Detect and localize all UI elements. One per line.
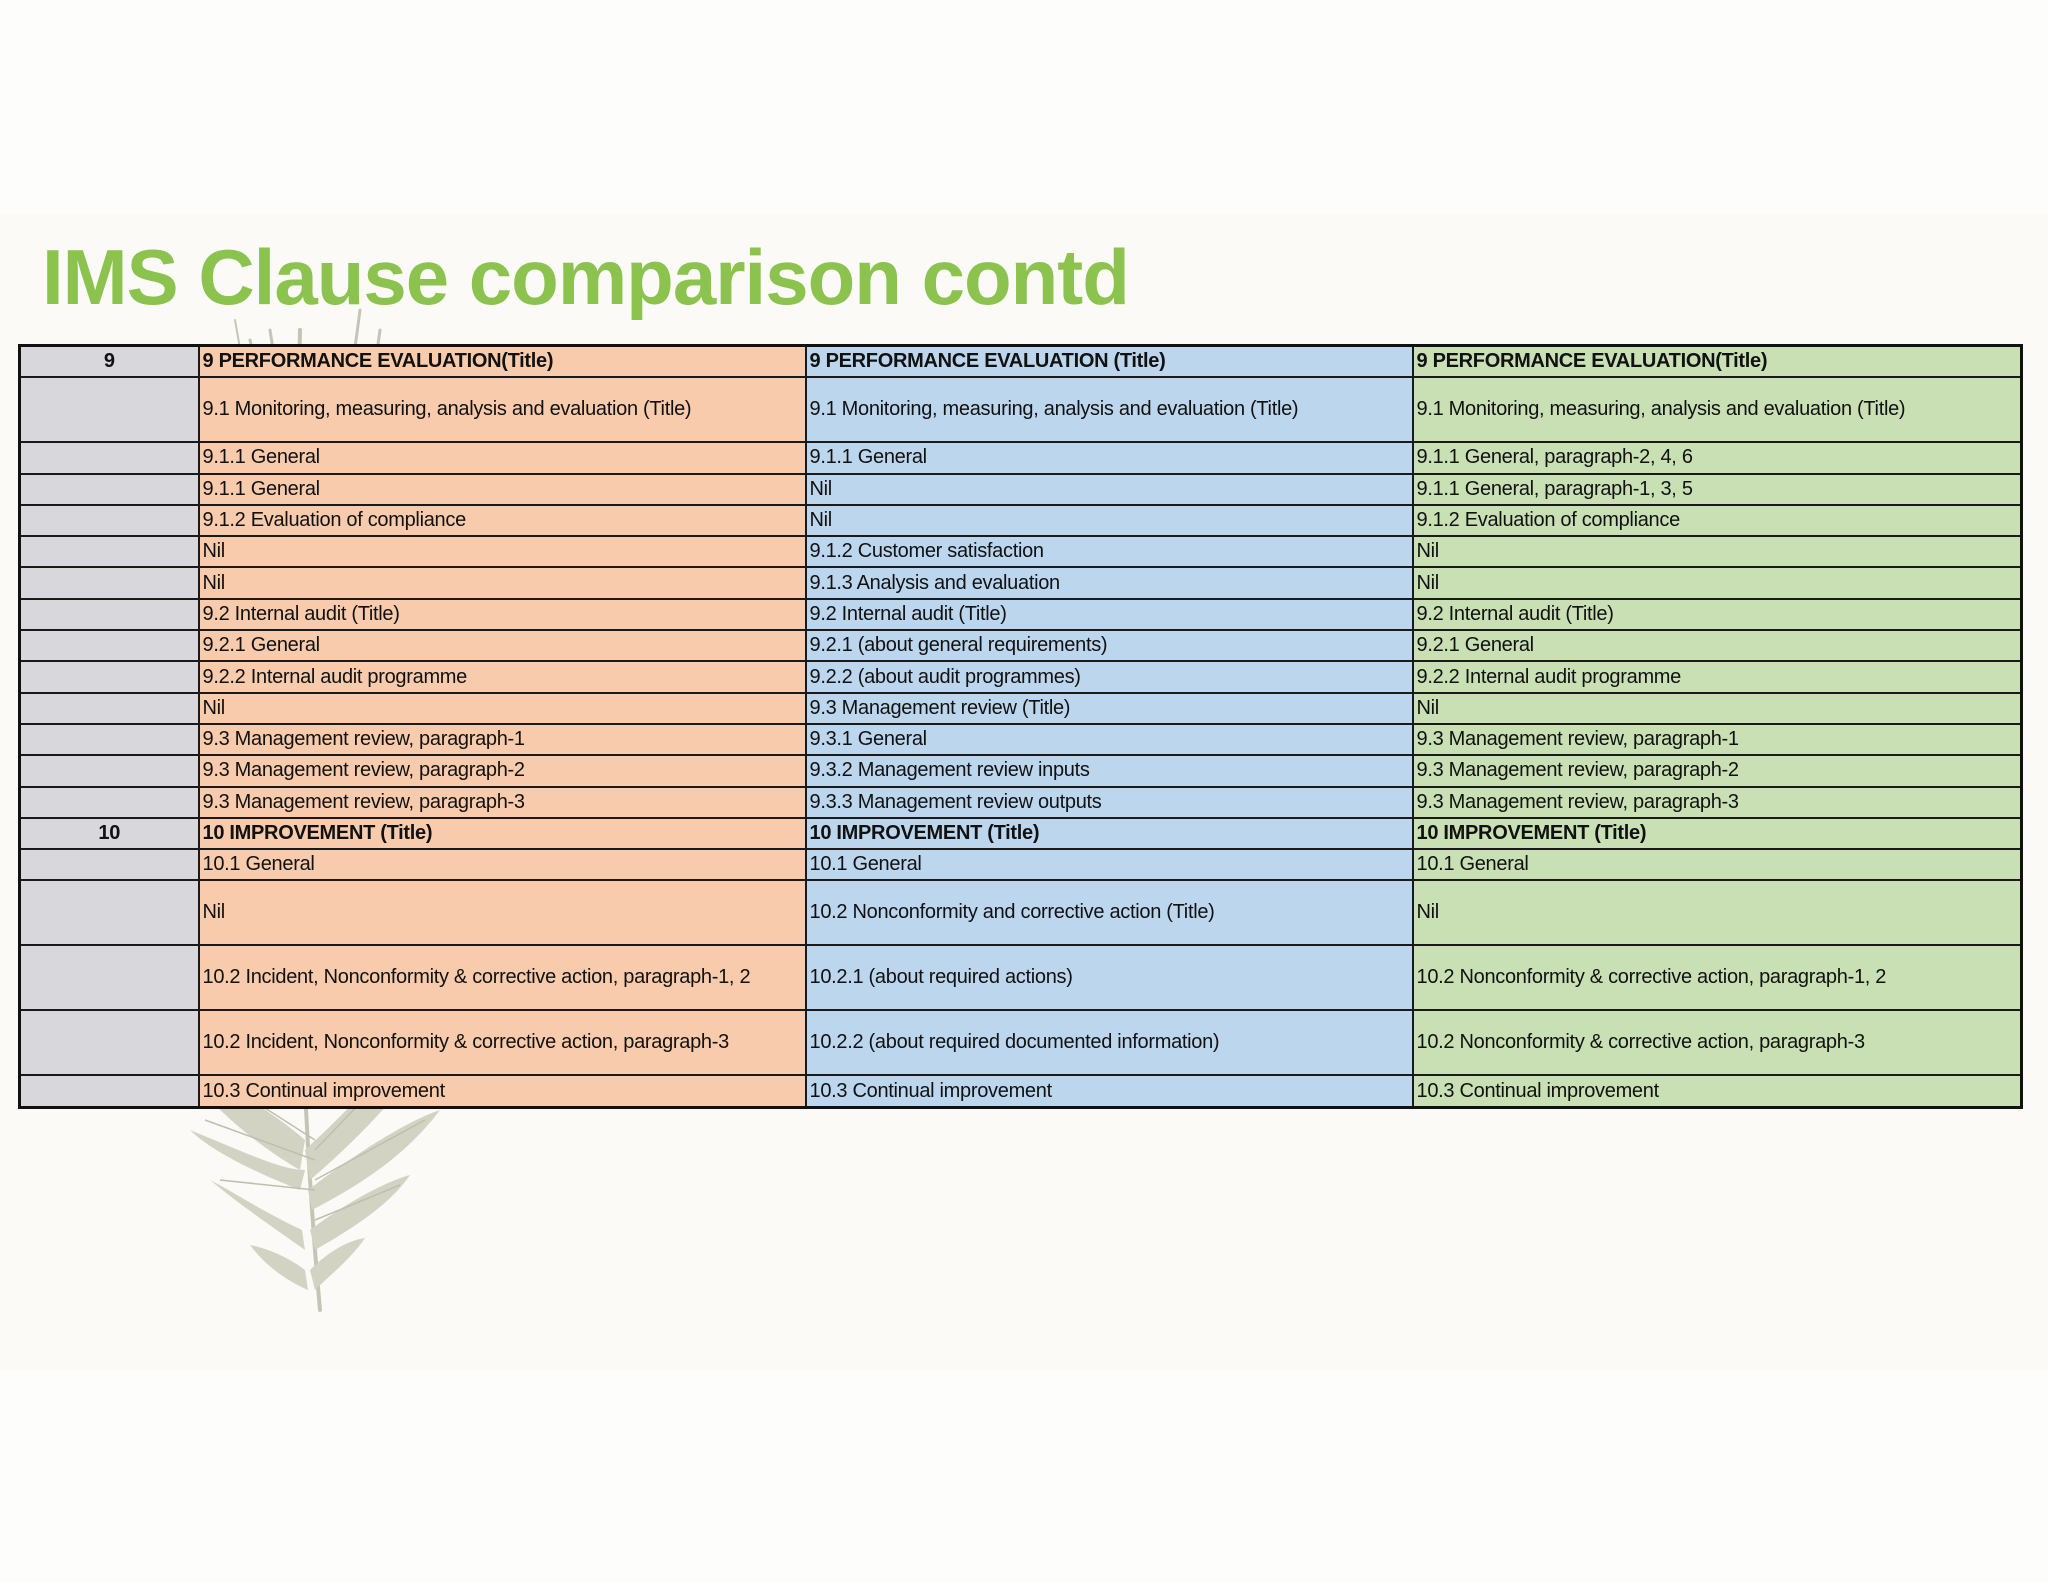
standard-2-cell: 10.2 Nonconformity and corrective action (Title): [806, 880, 1413, 945]
standard-3-cell: 10 IMPROVEMENT (Title): [1413, 818, 2022, 849]
table-row: [20, 724, 2022, 755]
clause-number-cell: [20, 880, 199, 945]
clause-number-cell: [20, 599, 199, 630]
standard-2-cell: 9.1 Monitoring, measuring, analysis and evaluation (Title): [806, 377, 1413, 442]
table-row: [20, 787, 2022, 818]
standard-3-cell: 9.2.1 General: [1413, 630, 2022, 661]
standard-2-cell: 9.3.3 Management review outputs: [806, 787, 1413, 818]
page-title: IMS Clause comparison contd: [42, 233, 1129, 321]
table-row: [20, 693, 2022, 724]
clause-number-cell: 10: [20, 818, 199, 849]
standard-2-cell: 9.3.2 Management review inputs: [806, 755, 1413, 786]
standard-2-cell: 10.2.2 (about required documented information): [806, 1010, 1413, 1075]
clause-number-cell: [20, 536, 199, 567]
table-row: [20, 346, 2022, 378]
standard-3-cell: 9.3 Management review, paragraph-3: [1413, 787, 2022, 818]
standard-3-cell: Nil: [1413, 536, 2022, 567]
standard-1-cell: Nil: [199, 880, 806, 945]
clause-comparison-table: [18, 344, 2023, 1109]
table-row: [20, 474, 2022, 505]
standard-3-cell: 10.2 Nonconformity & corrective action, paragraph-1, 2: [1413, 945, 2022, 1010]
clause-number-cell: [20, 849, 199, 880]
standard-3-cell: 9.1.2 Evaluation of compliance: [1413, 505, 2022, 536]
clause-number-cell: [20, 661, 199, 692]
standard-1-cell: 9.1.1 General: [199, 474, 806, 505]
standard-2-cell: 9 PERFORMANCE EVALUATION (Title): [806, 346, 1413, 378]
standard-3-cell: 9.1.1 General, paragraph-2, 4, 6: [1413, 442, 2022, 473]
clause-number-cell: [20, 474, 199, 505]
standard-2-cell: 9.1.1 General: [806, 442, 1413, 473]
standard-2-cell: 9.1.3 Analysis and evaluation: [806, 567, 1413, 598]
standard-3-cell: 9.3 Management review, paragraph-2: [1413, 755, 2022, 786]
clause-number-cell: [20, 945, 199, 1010]
standard-1-cell: 10.1 General: [199, 849, 806, 880]
standard-2-cell: 10.3 Continual improvement: [806, 1075, 1413, 1107]
table-row: [20, 442, 2022, 473]
table-row: [20, 567, 2022, 598]
clause-number-cell: [20, 1075, 199, 1107]
table-row: [20, 377, 2022, 442]
standard-1-cell: 9.3 Management review, paragraph-3: [199, 787, 806, 818]
standard-2-cell: 9.2 Internal audit (Title): [806, 599, 1413, 630]
standard-3-cell: 9.2 Internal audit (Title): [1413, 599, 2022, 630]
clause-number-cell: [20, 1010, 199, 1075]
standard-2-cell: Nil: [806, 505, 1413, 536]
table-row: [20, 880, 2022, 945]
standard-1-cell: 9.1.1 General: [199, 442, 806, 473]
standard-1-cell: 9.2.1 General: [199, 630, 806, 661]
standard-3-cell: 9 PERFORMANCE EVALUATION(Title): [1413, 346, 2022, 378]
table-row: [20, 536, 2022, 567]
standard-1-cell: 9.3 Management review, paragraph-1: [199, 724, 806, 755]
standard-1-cell: 9.2.2 Internal audit programme: [199, 661, 806, 692]
clause-number-cell: [20, 505, 199, 536]
standard-2-cell: 10.1 General: [806, 849, 1413, 880]
standard-2-cell: 9.3 Management review (Title): [806, 693, 1413, 724]
clause-number-cell: [20, 630, 199, 661]
table-row: [20, 505, 2022, 536]
table-row: [20, 630, 2022, 661]
table-row: [20, 1010, 2022, 1075]
standard-1-cell: Nil: [199, 567, 806, 598]
standard-1-cell: 9.3 Management review, paragraph-2: [199, 755, 806, 786]
clause-number-cell: 9: [20, 346, 199, 378]
standard-3-cell: 9.1 Monitoring, measuring, analysis and evaluation (Title): [1413, 377, 2022, 442]
clause-number-cell: [20, 755, 199, 786]
table-row: [20, 849, 2022, 880]
standard-3-cell: 9.1.1 General, paragraph-1, 3, 5: [1413, 474, 2022, 505]
clause-number-cell: [20, 787, 199, 818]
table-row: [20, 661, 2022, 692]
standard-1-cell: 10.3 Continual improvement: [199, 1075, 806, 1107]
clause-number-cell: [20, 442, 199, 473]
clause-number-cell: [20, 724, 199, 755]
standard-3-cell: 9.2.2 Internal audit programme: [1413, 661, 2022, 692]
standard-1-cell: 9.1 Monitoring, measuring, analysis and evaluation (Title): [199, 377, 806, 442]
standard-1-cell: Nil: [199, 536, 806, 567]
standard-2-cell: 10 IMPROVEMENT (Title): [806, 818, 1413, 849]
standard-1-cell: 10.2 Incident, Nonconformity & corrective action, paragraph-3: [199, 1010, 806, 1075]
clause-number-cell: [20, 567, 199, 598]
standard-2-cell: 9.2.2 (about audit programmes): [806, 661, 1413, 692]
standard-3-cell: Nil: [1413, 693, 2022, 724]
standard-1-cell: 9 PERFORMANCE EVALUATION(Title): [199, 346, 806, 378]
standard-1-cell: Nil: [199, 693, 806, 724]
standard-3-cell: Nil: [1413, 567, 2022, 598]
standard-3-cell: 10.1 General: [1413, 849, 2022, 880]
clause-number-cell: [20, 377, 199, 442]
standard-2-cell: 9.3.1 General: [806, 724, 1413, 755]
table-row: [20, 755, 2022, 786]
table-row: [20, 599, 2022, 630]
standard-1-cell: 10 IMPROVEMENT (Title): [199, 818, 806, 849]
table-row: [20, 945, 2022, 1010]
standard-1-cell: 10.2 Incident, Nonconformity & corrective action, paragraph-1, 2: [199, 945, 806, 1010]
standard-1-cell: 9.2 Internal audit (Title): [199, 599, 806, 630]
standard-2-cell: Nil: [806, 474, 1413, 505]
standard-2-cell: 9.1.2 Customer satisfaction: [806, 536, 1413, 567]
standard-3-cell: 10.2 Nonconformity & corrective action, paragraph-3: [1413, 1010, 2022, 1075]
standard-3-cell: 9.3 Management review, paragraph-1: [1413, 724, 2022, 755]
clause-number-cell: [20, 693, 199, 724]
standard-3-cell: Nil: [1413, 880, 2022, 945]
standard-3-cell: 10.3 Continual improvement: [1413, 1075, 2022, 1107]
standard-2-cell: 9.2.1 (about general requirements): [806, 630, 1413, 661]
table-row: [20, 818, 2022, 849]
standard-2-cell: 10.2.1 (about required actions): [806, 945, 1413, 1010]
standard-1-cell: 9.1.2 Evaluation of compliance: [199, 505, 806, 536]
table-row: [20, 1075, 2022, 1107]
